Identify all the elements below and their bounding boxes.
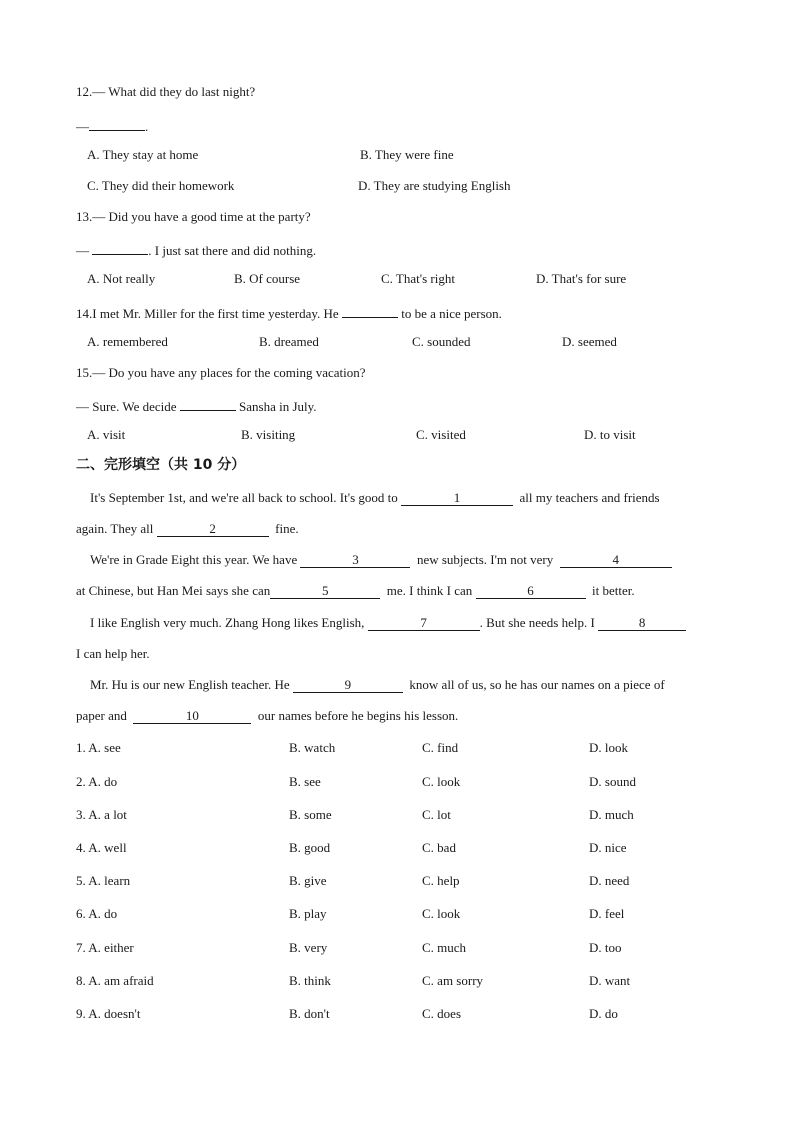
- answer-suffix: . I just sat there and did nothing.: [148, 243, 317, 258]
- passage-line-6: I can help her.: [76, 646, 150, 661]
- section-title: 二、完形填空（共 10 分）: [76, 457, 246, 473]
- passage-text: new subjects. I'm not very: [416, 552, 554, 567]
- cloze-blank-4[interactable]: 4: [560, 553, 672, 568]
- passage-text: . But she needs help. I: [479, 615, 595, 630]
- q15-option-d[interactable]: D. to visit: [584, 427, 636, 442]
- cloze-4-option-c[interactable]: C. bad: [422, 840, 456, 855]
- passage-text: again. They all: [76, 521, 154, 536]
- cloze-blank-5[interactable]: 5: [270, 584, 380, 599]
- passage-text: at Chinese, but Han Mei says she can: [76, 583, 271, 598]
- passage-line-1: [90, 490, 660, 506]
- passage-text: fine.: [275, 521, 299, 536]
- cloze-6-option-a[interactable]: 6. A. do: [76, 906, 118, 921]
- passage-text: me. I think I can: [386, 583, 473, 598]
- cloze-5-option-b[interactable]: B. give: [289, 873, 327, 888]
- cloze-2-option-d[interactable]: D. sound: [589, 774, 636, 789]
- cloze-blank-6[interactable]: 6: [476, 584, 586, 599]
- cloze-5-option-c[interactable]: C. help: [422, 873, 460, 888]
- cloze-1-option-d[interactable]: D. look: [589, 740, 628, 755]
- cloze-7-option-d[interactable]: D. too: [589, 940, 622, 955]
- cloze-9-option-b[interactable]: B. don't: [289, 1006, 330, 1021]
- cloze-blank-2[interactable]: 2: [157, 522, 269, 537]
- passage-line-7: [90, 677, 665, 693]
- cloze-blank-9[interactable]: 9: [293, 678, 403, 693]
- passage-text: It's September 1st, and we're all back to school. It's good to: [90, 490, 398, 505]
- q13-option-c[interactable]: C. That's right: [381, 271, 455, 286]
- q14-option-c[interactable]: C. sounded: [412, 334, 471, 349]
- passage-text: I like English very much. Zhang Hong likes English,: [90, 615, 365, 630]
- question-13-stem: 13.— Did you have a good time at the party?: [76, 209, 311, 224]
- question-12-answer: [76, 116, 148, 135]
- question-14-stem: [76, 303, 502, 322]
- cloze-8-option-a[interactable]: 8. A. am afraid: [76, 973, 154, 988]
- cloze-4-option-d[interactable]: D. nice: [589, 840, 627, 855]
- question-15-answer: [76, 396, 317, 415]
- passage-line-3: [90, 552, 672, 568]
- passage-line-8: [76, 708, 458, 724]
- cloze-8-option-c[interactable]: C. am sorry: [422, 973, 484, 988]
- cloze-5-option-d[interactable]: D. need: [589, 873, 630, 888]
- passage-text: our names before he begins his lesson.: [257, 708, 459, 723]
- cloze-7-option-c[interactable]: C. much: [422, 940, 467, 955]
- q12-option-c[interactable]: C. They did their homework: [87, 178, 235, 193]
- cloze-4-option-b[interactable]: B. good: [289, 840, 331, 855]
- answer-after: Sansha in July.: [239, 399, 317, 414]
- cloze-blank-3[interactable]: 3: [300, 553, 410, 568]
- question-12-stem: 12.— What did they do last night?: [76, 84, 256, 99]
- passage-line-4: [76, 583, 635, 599]
- cloze-3-option-c[interactable]: C. lot: [422, 807, 451, 822]
- q14-option-b[interactable]: B. dreamed: [259, 334, 319, 349]
- answer-blank[interactable]: [180, 396, 236, 411]
- cloze-1-option-c[interactable]: C. find: [422, 740, 459, 755]
- cloze-1-option-b[interactable]: B. watch: [289, 740, 336, 755]
- cloze-2-option-c[interactable]: C. look: [422, 774, 461, 789]
- passage-line-5: [90, 615, 686, 631]
- passage-text: We're in Grade Eight this year. We have: [90, 552, 298, 567]
- cloze-2-option-b[interactable]: B. see: [289, 774, 321, 789]
- cloze-1-option-a[interactable]: 1. A. see: [76, 740, 121, 755]
- q14-option-d[interactable]: D. seemed: [562, 334, 617, 349]
- stem-before: 14.I met Mr. Miller for the first time yesterday. He: [76, 306, 339, 321]
- passage-text: know all of us, so he has our names on a piece of: [409, 677, 665, 692]
- cloze-3-option-b[interactable]: B. some: [289, 807, 332, 822]
- answer-prefix: —: [76, 243, 89, 258]
- q13-option-b[interactable]: B. Of course: [234, 271, 301, 286]
- question-15-stem: 15.— Do you have any places for the coming vacation?: [76, 365, 366, 380]
- cloze-blank-1[interactable]: 1: [401, 491, 513, 506]
- cloze-6-option-d[interactable]: D. feel: [589, 906, 625, 921]
- passage-text: all my teachers and friends: [519, 490, 660, 505]
- cloze-7-option-a[interactable]: 7. A. either: [76, 940, 134, 955]
- cloze-6-option-b[interactable]: B. play: [289, 906, 327, 921]
- passage-line-2: [76, 521, 299, 537]
- cloze-6-option-c[interactable]: C. look: [422, 906, 461, 921]
- cloze-9-option-d[interactable]: D. do: [589, 1006, 618, 1021]
- answer-blank[interactable]: [89, 116, 145, 131]
- q12-option-b[interactable]: B. They were fine: [360, 147, 454, 162]
- cloze-8-option-b[interactable]: B. think: [289, 973, 331, 988]
- q15-option-a[interactable]: A. visit: [87, 427, 126, 442]
- cloze-4-option-a[interactable]: 4. A. well: [76, 840, 127, 855]
- cloze-3-option-a[interactable]: 3. A. a lot: [76, 807, 127, 822]
- passage-text: paper and: [76, 708, 127, 723]
- answer-before: — Sure. We decide: [76, 399, 177, 414]
- q12-option-a[interactable]: A. They stay at home: [87, 147, 199, 162]
- cloze-9-option-a[interactable]: 9. A. doesn't: [76, 1006, 141, 1021]
- passage-text: Mr. Hu is our new English teacher. He: [90, 677, 290, 692]
- cloze-2-option-a[interactable]: 2. A. do: [76, 774, 118, 789]
- q13-option-a[interactable]: A. Not really: [87, 271, 156, 286]
- cloze-blank-8[interactable]: 8: [598, 616, 686, 631]
- q14-option-a[interactable]: A. remembered: [87, 334, 168, 349]
- question-13-answer: [76, 240, 316, 259]
- q13-option-d[interactable]: D. That's for sure: [536, 271, 627, 286]
- cloze-3-option-d[interactable]: D. much: [589, 807, 634, 822]
- answer-blank[interactable]: [342, 303, 398, 318]
- answer-suffix: .: [145, 119, 149, 134]
- cloze-8-option-d[interactable]: D. want: [589, 973, 631, 988]
- answer-prefix: —: [76, 119, 89, 134]
- q15-option-c[interactable]: C. visited: [416, 427, 466, 442]
- cloze-9-option-c[interactable]: C. does: [422, 1006, 461, 1021]
- q12-option-d[interactable]: D. They are studying English: [358, 178, 511, 193]
- cloze-blank-10[interactable]: 10: [133, 709, 251, 724]
- passage-text: it better.: [592, 583, 635, 598]
- cloze-blank-7[interactable]: 7: [368, 616, 480, 631]
- answer-blank[interactable]: [92, 240, 148, 255]
- q15-option-b[interactable]: B. visiting: [241, 427, 296, 442]
- cloze-5-option-a[interactable]: 5. A. learn: [76, 873, 131, 888]
- stem-after: to be a nice person.: [401, 306, 502, 321]
- cloze-7-option-b[interactable]: B. very: [289, 940, 328, 955]
